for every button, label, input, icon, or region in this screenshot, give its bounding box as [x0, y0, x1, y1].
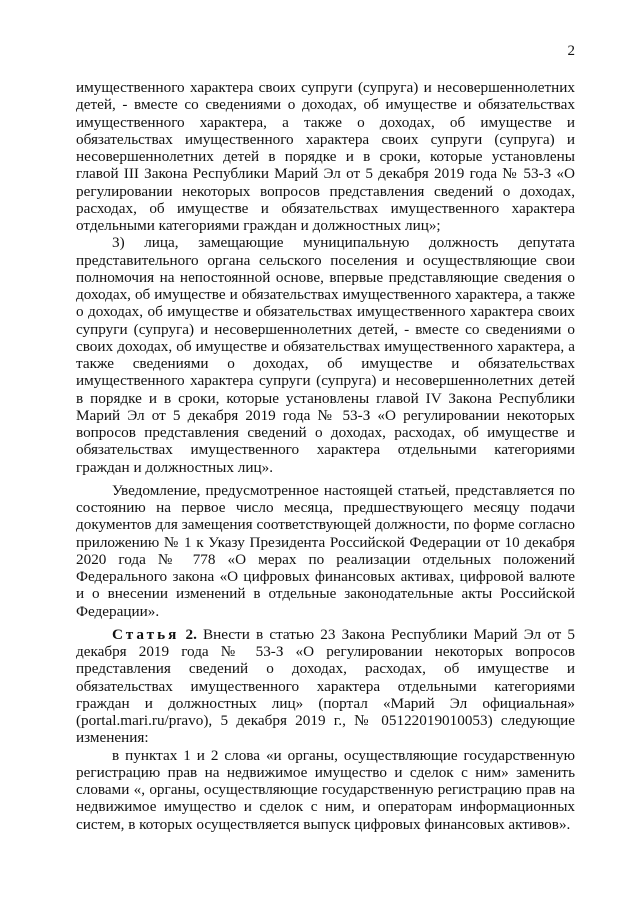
page-number: 2	[567, 43, 575, 59]
article-number: 2.	[185, 625, 197, 643]
paragraph-notification: Уведомление, предусмотренное настоящей статьей, представляется по состоянию на первое число месяца, предшествующего месяцу подачи документов для замещения соответствующей должности, по форме согласно приложению № 1 к Указу Президента Российской Федерации от 10 декабря 2020 года № 778 «О мерах по реализации отдельных положений Федерального закона «О цифровых финансовых активах, цифровой валюте и о внесении изменений в отдельные законодательные акты Российской Федерации».	[76, 481, 575, 620]
article-label: Статья	[112, 625, 180, 643]
paragraph-amendment: в пунктах 1 и 2 слова «и органы, осуществляющие государственную регистрацию прав на недвижимое имущество и сделок с ним» заменить словами «, органы, осуществляющие государственную регистрацию прав на недвижимое имущество и сделок с ним, и операторам информационных систем, в которых осуществляется выпуск цифровых финансовых активов».	[76, 746, 575, 833]
article-text: Внести в статью 23 Закона Республики Марий Эл от 5 декабря 2019 года № 53-З «О регулировании некоторых вопросов представления сведений о доходах, расходах, об имуществе и обязательствах имущественного характера отдельными категориями граждан и должностных лиц» (портал «Марий Эл официальная» (portal.mari.ru/pravo), 5 декабря 2019 г., № 05122019010053) следующие изменения:	[76, 625, 576, 747]
paragraph-continuation: имущественного характера своих супруги (супруга) и несовершеннолетних детей, - вместе со сведениями о доходах, об имуществе и обязательствах имущественного характера, а также о доходах, об имуществе и обязательствах имущественного характера своих супруги (супруга) и несовершеннолетних детей в порядке и в сроки, которые установлены главой III Закона Республики Марий Эл от 5 декабря 2019 года № 53-З «О регулировании некоторых вопросов представления сведений о доходах, расходах, об имуществе и обязательствах имущественного характера отдельными категориями граждан и должностных лиц»;	[76, 79, 575, 234]
paragraph-item-3: 3) лица, замещающие муниципальную должность депутата представительного органа сельского поселения и осуществляющие свои полномочия на непостоянной основе, впервые представляющие сведения о доходах, об имуществе и обязательствах имущественного характера, а также о доходах, об имуществе и обязательствах имущественного характера своих супруги (супруга) и несовершеннолетних детей, - вместе со сведениями о своих доходах, об имуществе и обязательствах имущественного характера, а также сведениями о доходах, об имуществе и обязательствах имущественного характера супруги (супруга) и несовершеннолетних детей в порядке и в сроки, которые установлены главой IV Закона Республики Марий Эл от 5 декабря 2019 года № 53-З «О регулировании некоторых вопросов представления сведений о доходах, расходах, об имуществе и обязательствах имущественного характера отдельными категориями граждан и должностных лиц».	[76, 234, 575, 476]
document-body	[76, 79, 575, 833]
article-2	[76, 626, 575, 747]
